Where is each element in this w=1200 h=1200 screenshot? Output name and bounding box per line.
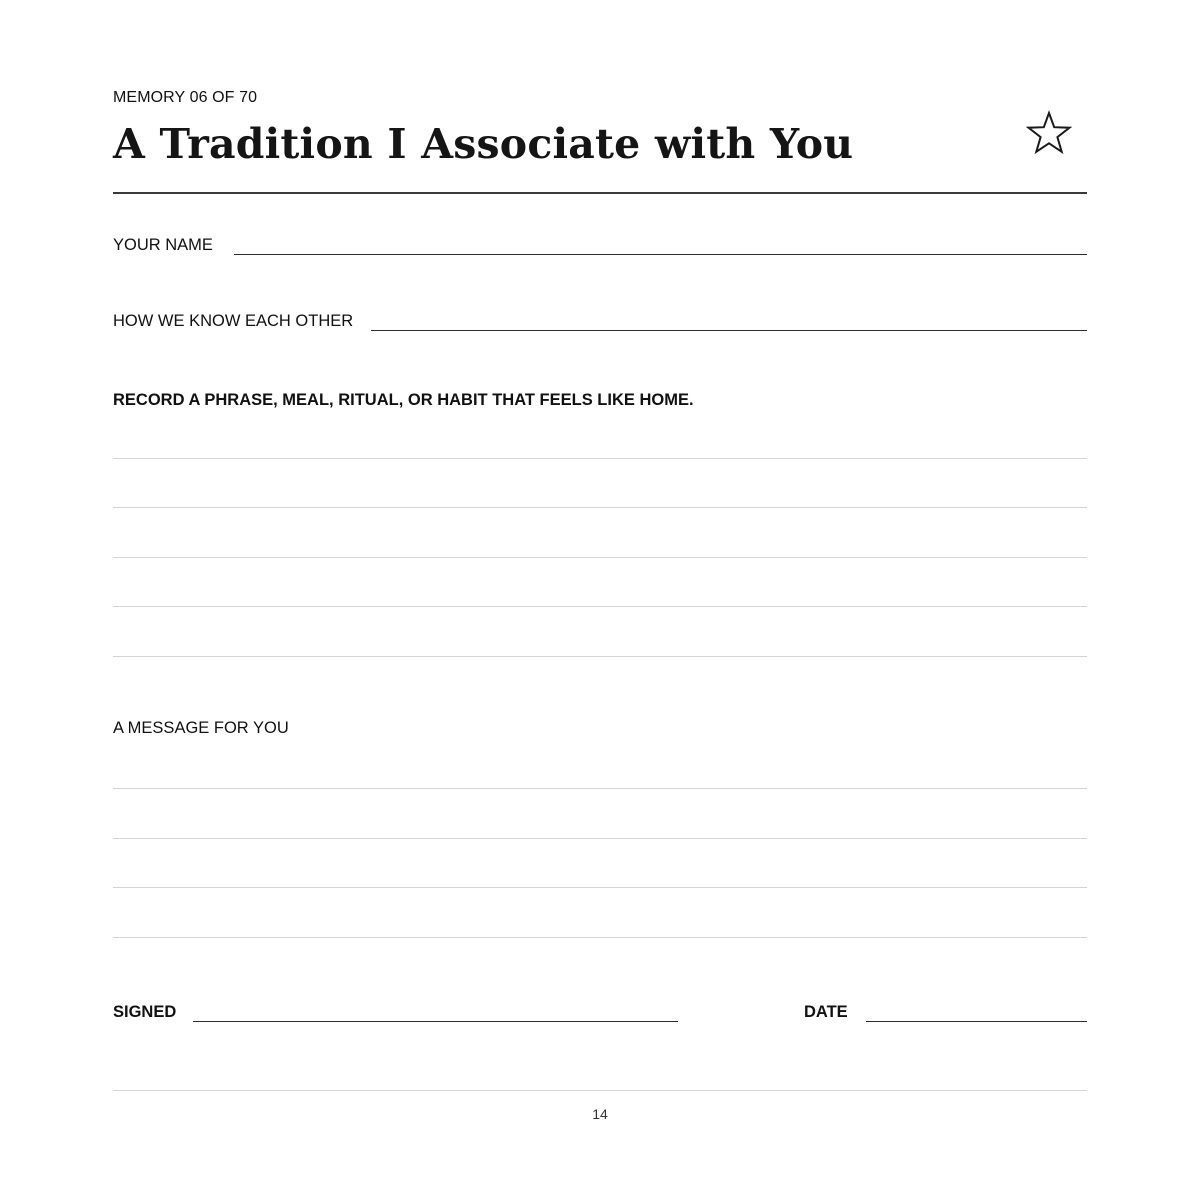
prompt-writing-line[interactable] <box>113 458 1087 459</box>
star-outline-icon[interactable] <box>1026 110 1072 156</box>
message-writing-line[interactable] <box>113 788 1087 789</box>
your-name-field[interactable] <box>234 254 1087 255</box>
prompt-writing-line[interactable] <box>113 507 1087 508</box>
message-writing-line[interactable] <box>113 887 1087 888</box>
prompt-writing-line[interactable] <box>113 557 1087 558</box>
page-number: 14 <box>592 1106 608 1122</box>
message-writing-line[interactable] <box>113 838 1087 839</box>
title-divider <box>113 192 1087 194</box>
page-title: A Tradition I Associate with You <box>113 120 854 168</box>
message-label: A MESSAGE FOR YOU <box>113 719 289 737</box>
signed-label: SIGNED <box>113 1003 177 1021</box>
memory-counter: MEMORY 06 OF 70 <box>113 89 258 106</box>
footer-divider <box>113 1090 1087 1091</box>
signature-field[interactable] <box>193 1021 678 1022</box>
prompt-writing-line[interactable] <box>113 656 1087 657</box>
date-label: DATE <box>804 1003 848 1021</box>
message-writing-line[interactable] <box>113 937 1087 938</box>
how-we-know-label: HOW WE KNOW EACH OTHER <box>113 312 354 330</box>
prompt-label: RECORD A PHRASE, MEAL, RITUAL, OR HABIT THAT FEELS LIKE HOME. <box>113 391 694 409</box>
date-field[interactable] <box>866 1021 1087 1022</box>
your-name-label: YOUR NAME <box>113 236 213 254</box>
prompt-writing-line[interactable] <box>113 606 1087 607</box>
how-we-know-field[interactable] <box>371 330 1087 331</box>
